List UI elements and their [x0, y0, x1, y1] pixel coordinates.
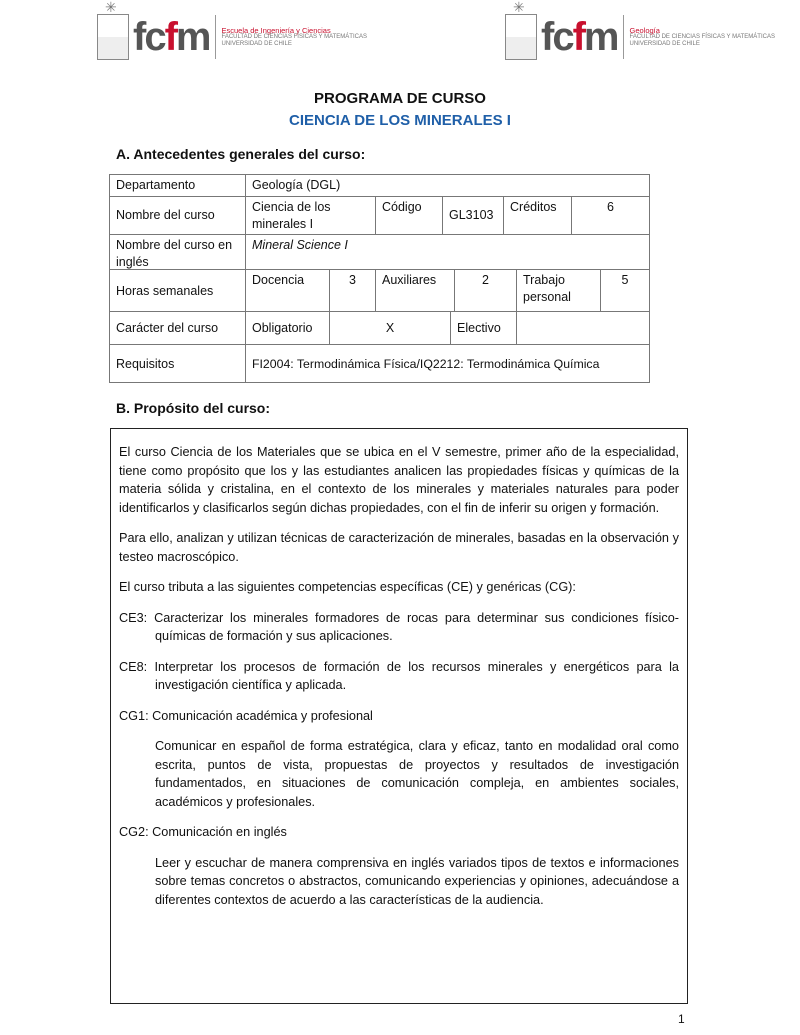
label-horas: Horas semanales — [109, 269, 246, 312]
logo-geologia — [505, 14, 775, 60]
label-nombre-ingles: Nombre del curso en inglés — [109, 234, 246, 270]
label-codigo: Código — [375, 196, 443, 235]
logo-line3: UNIVERSIDAD DE CHILE — [629, 40, 700, 47]
label-requisitos: Requisitos — [109, 344, 246, 383]
purpose-paragraph: El curso Ciencia de los Materiales que se ubica en el V semestre, primer año de la especialidad, tiene como propósito que los y las estudiantes analicen las propiedades físicas y químicas de la materia sólida y cristalina, en el contexto de los minerales y materiales naturales para poder identificarlos y clasificarlos según dichas propiedades, con el fin de inferir su origen y formación. — [119, 445, 679, 515]
value-nombre: Ciencia de los minerales I — [245, 196, 376, 235]
label-trabajo: Trabajo personal — [516, 269, 601, 312]
logo-line3: UNIVERSIDAD DE CHILE — [221, 40, 292, 47]
logo-line2: FACULTAD DE CIENCIAS FÍSICAS Y MATEMÁTICAS — [221, 33, 367, 40]
purpose-paragraph: El curso tributa a las siguientes competencias específicas (CE) y genéricas (CG): — [119, 580, 576, 594]
section-a-heading: A. Antecedentes generales del curso: — [116, 146, 366, 162]
logo-line1: Escuela de Ingeniería y Ciencias — [221, 25, 331, 35]
label-departamento: Departamento — [109, 174, 246, 197]
competency-ce8: CE8: Interpretar los procesos de formación de los recursos minerales y energéticos para la investigación científica y aplicada. — [119, 659, 679, 692]
purpose-paragraph: Para ello, analizan y utilizan técnicas de caracterización de minerales, basadas en la observación y testeo macroscópico. — [119, 531, 679, 564]
purpose-box — [110, 428, 688, 1004]
value-obligatorio: X — [329, 311, 451, 345]
label-docencia: Docencia — [245, 269, 330, 312]
label-caracter: Carácter del curso — [109, 311, 246, 345]
value-trabajo: 5 — [600, 269, 650, 312]
university-crest-icon — [505, 14, 537, 60]
label-obligatorio: Obligatorio — [245, 311, 330, 345]
fcfm-logo: fcfm — [541, 15, 624, 59]
fcfm-logo: fcfm — [133, 15, 216, 59]
competency-cg1: CG1: Comunicación académica y profesional — [119, 708, 373, 723]
value-departamento: Geología (DGL) — [245, 174, 650, 197]
value-docencia: 3 — [329, 269, 376, 312]
value-creditos: 6 — [571, 196, 650, 235]
value-auxiliares: 2 — [454, 269, 517, 312]
competency-cg2: CG2: Comunicación en inglés — [119, 825, 287, 839]
university-crest-icon — [97, 14, 129, 60]
value-requisitos: FI2004: Termodinámica Física/IQ2212: Termodinámica Química — [245, 344, 650, 383]
page-number: 1 — [678, 1012, 685, 1026]
logo-escuela — [97, 14, 367, 60]
competency-cg1-text: Comunicar en español de forma estratégica, clara y eficaz, tanto en modalidad oral como escrita, puntos de vista, propuestas de proyectos y resultados de investigación fundamentados, en situaciones de comunicación compleja, en ambientes sociales, académicos y profesionales. — [155, 739, 679, 809]
competency-cg2-text: Leer y escuchar de manera comprensiva en inglés variados tipos de textos e informaciones sobre temas concretos o abstractos, comunicando experiencias y opiniones, adecuándose a diferentes contextos de acuerdo a las características de la audiencia. — [155, 855, 679, 907]
value-electivo — [516, 311, 650, 345]
competency-ce3: CE3: Caracterizar los minerales formadores de rocas para determinar sus condiciones físico-químicas de formación y sus aplicaciones. — [119, 610, 679, 643]
value-nombre-ingles: Mineral Science I — [245, 234, 650, 270]
section-b-heading: B. Propósito del curso: — [116, 400, 271, 416]
logo-line2: FACULTAD DE CIENCIAS FÍSICAS Y MATEMÁTICAS — [629, 33, 775, 40]
label-creditos: Créditos — [503, 196, 572, 235]
label-auxiliares: Auxiliares — [375, 269, 455, 312]
page-title: PROGRAMA DE CURSO — [314, 90, 486, 107]
label-nombre: Nombre del curso — [109, 196, 246, 235]
course-title: CIENCIA DE LOS MINERALES I — [289, 112, 511, 129]
logo-line1: Geología — [629, 25, 660, 35]
value-codigo: GL3103 — [442, 196, 504, 235]
label-electivo: Electivo — [450, 311, 517, 345]
